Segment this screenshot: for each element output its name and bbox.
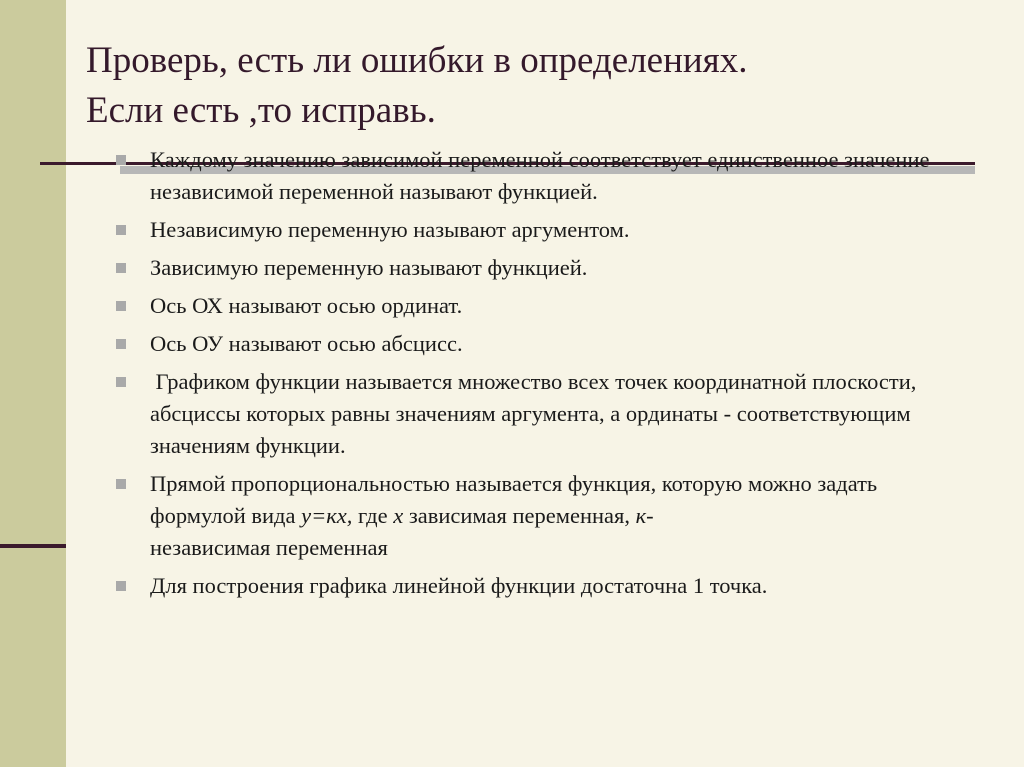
list-item-text: Ось ОУ называют осью абсцисс. — [150, 331, 463, 356]
square-bullet-icon — [116, 377, 126, 387]
square-bullet-icon — [116, 155, 126, 165]
title-line-2: Если есть ,то исправь. — [86, 90, 436, 131]
square-bullet-icon — [116, 225, 126, 235]
item7-part4: независимая переменная — [150, 535, 388, 560]
slide-title — [86, 36, 986, 136]
formula-ykx: у=кх, — [301, 503, 353, 528]
list-item — [112, 570, 972, 602]
square-bullet-icon — [116, 339, 126, 349]
item7-part3: зависимая переменная, — [403, 503, 636, 528]
square-bullet-icon — [116, 479, 126, 489]
left-bar-divider — [0, 544, 66, 548]
list-item-text — [150, 468, 972, 564]
list-item — [112, 290, 972, 322]
square-bullet-icon — [116, 263, 126, 273]
list-item — [112, 144, 972, 208]
title-line-1: Проверь, есть ли ошибки в определениях. — [86, 40, 748, 81]
list-item — [112, 214, 972, 246]
list-item-text: Зависимую переменную называют функцией. — [150, 255, 588, 280]
item7-part2: где — [352, 503, 394, 528]
item7-part1: Прямой пропорциональностью называется функция, которую можно задать формулой вида — [150, 471, 878, 528]
list-item-text: Для построения графика линейной функции достаточна 1 точка. — [150, 573, 768, 598]
list-item-text: Каждому значению зависимой переменной соответствует единственное значение независимой переменной называют функцией. — [150, 147, 930, 204]
square-bullet-icon — [116, 301, 126, 311]
list-item-text: Независимую переменную называют аргументом. — [150, 217, 630, 242]
list-item — [112, 468, 972, 564]
list-item — [112, 366, 972, 462]
list-item — [112, 328, 972, 360]
list-item-text: Графиком функции называется множество всех точек координатной плоскости, абсциссы которых равны значениям аргумента, а ординаты - соответствующим значениям функции. — [150, 369, 922, 458]
variable-k: к- — [635, 503, 654, 528]
list-item — [112, 252, 972, 284]
square-bullet-icon — [116, 581, 126, 591]
left-decorative-bar — [0, 0, 66, 767]
variable-x: х — [393, 503, 404, 528]
list-item-text: Ось ОХ называют осью ординат. — [150, 293, 463, 318]
definitions-list — [112, 144, 972, 608]
